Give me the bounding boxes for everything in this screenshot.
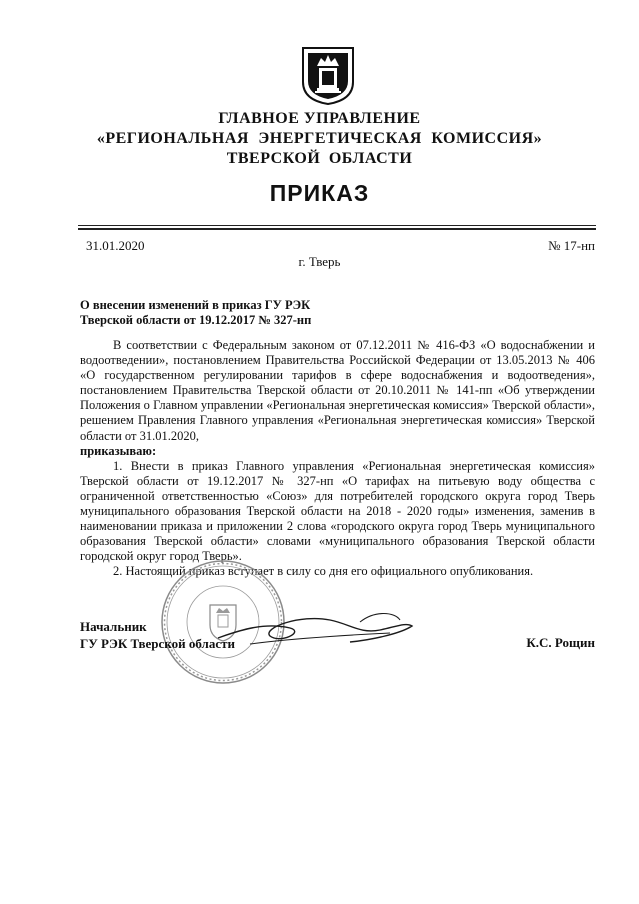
document-title: ПРИКАЗ <box>269 180 370 206</box>
preamble-paragraph: В соответствии с Федеральным законом от 07.12.2011 № 416-ФЗ «О водоснабжении и водоотведении», постановлением Правительства Российской Федерации от 13.05.2013 № 406 «О государственном регулировании тарифов в сфере водоснабжения и водоотведения», постановлением Правительства Тверской области от 20.10.2011 № 141-пп «Об утверждении Положения о Главном управлении «Региональная энергетическая комиссия» Тверской области», решением Правления Главного управления «Региональная энергетическая комиссия» Тверской области от 31.01.2020, <box>80 338 595 443</box>
tver-coat-of-arms-icon <box>299 44 357 106</box>
order-city: г. Тверь <box>298 254 341 269</box>
agency-name-line-1: ГЛАВНОЕ УПРАВЛЕНИЕ <box>218 110 421 127</box>
signer-name: К.С. Рощин <box>526 635 595 650</box>
order-item-1: 1. Внести в приказ Главного управления «Региональная энергетическая комиссия» Тверской области от 19.12.2017 № 327-нп «О тарифах на питьевую воду общества с ограниченной ответственностью «Союз» для потребителей городского округа город Тверь муниципального образования Тверской области на 2018 - 2020 годы» изменения, заменив в наименовании приказа и приложении 2 слова «городского округа город Тверь муниципального образования Тверской области» словами «муниципального образования Тверской области городской округ город Тверь». <box>80 458 595 564</box>
order-item-2: 2. Настоящий приказ вступает в силу со дня его официального опубликования. <box>113 564 534 579</box>
order-word: приказываю: <box>80 443 157 458</box>
order-subject <box>80 298 311 328</box>
signer-position <box>80 618 235 652</box>
subject-line-2: Тверской области от 19.12.2017 № 327-нп <box>80 313 312 327</box>
order-number: № 17-нп <box>548 238 595 253</box>
handwritten-signature-icon <box>210 600 420 660</box>
signer-position-line-2: ГУ РЭК Тверской области <box>80 636 235 651</box>
header-divider-thick <box>78 228 596 230</box>
agency-name-line-2: «РЕГИОНАЛЬНАЯ ЭНЕРГЕТИЧЕСКАЯ КОМИССИЯ» <box>96 130 543 147</box>
agency-name-line-3: ТВЕРСКОЙ ОБЛАСТИ <box>226 150 413 167</box>
order-body <box>80 338 595 580</box>
order-date: 31.01.2020 <box>86 238 145 253</box>
subject-line-1: О внесении изменений в приказ ГУ РЭК <box>80 298 311 312</box>
header-divider-thin <box>78 225 596 226</box>
signer-position-line-1: Начальник <box>80 619 147 634</box>
